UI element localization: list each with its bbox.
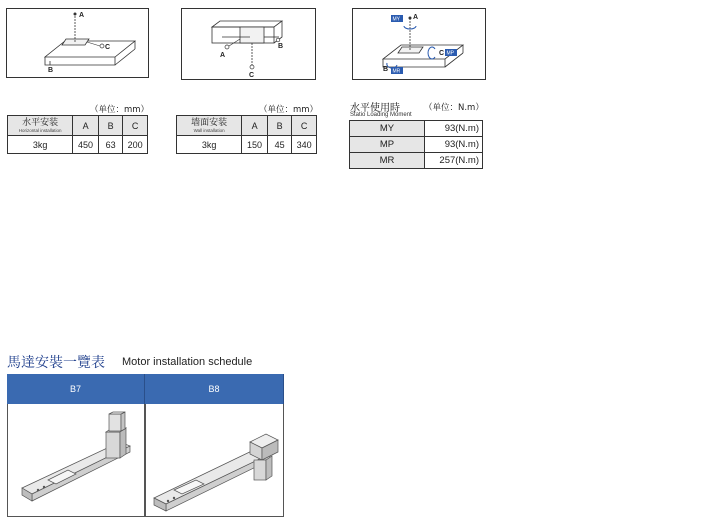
col-a-header: A: [242, 116, 268, 136]
load-cell: 3kg: [177, 136, 242, 154]
schedule-column-b8: [145, 374, 284, 517]
actuator-image-b8: [145, 404, 284, 517]
table-row: [350, 137, 483, 153]
table-row: [350, 153, 483, 169]
diagram-label-b: B: [383, 66, 389, 73]
column-header-b8: B8: [145, 374, 284, 404]
horizontal-table-title: 水平安装 Horizontal installation: [8, 116, 73, 136]
actuator-image-b7: [7, 404, 145, 517]
diagram-label-b: B: [278, 43, 284, 50]
diagram-label-c: C: [105, 44, 111, 51]
col-a-header: A: [73, 116, 99, 136]
diagram-label-c: C: [439, 50, 445, 57]
loading-moment-table: [349, 120, 483, 169]
motor-schedule-table: [7, 374, 284, 517]
diagram-label-a: A: [79, 12, 85, 19]
moment-value-cell: 93(N.m): [425, 137, 483, 153]
badge-my: MY: [392, 16, 400, 23]
col-c-header: C: [292, 116, 317, 136]
column-header-b7: B7: [7, 374, 145, 404]
schedule-title-cn: 馬達安裝一覽表: [7, 355, 105, 371]
wall-install-table: [176, 115, 317, 154]
col-b-header: B: [98, 116, 122, 136]
horizontal-install-diagram: [6, 8, 149, 78]
moment-table-title: 水平使用時: [350, 103, 400, 114]
moment-key-cell: MR: [350, 153, 425, 169]
wall-table-title: 墙面安装 Wall installation: [177, 116, 242, 136]
value-b-cell: 45: [267, 136, 291, 154]
badge-mr: MR: [392, 68, 401, 75]
horizontal-install-table: [7, 115, 148, 154]
moment-key-cell: MY: [350, 121, 425, 137]
value-c-cell: 340: [292, 136, 317, 154]
badge-mp: MP: [446, 50, 454, 57]
col-c-header: C: [123, 116, 148, 136]
diagram-label-c: C: [249, 72, 255, 79]
horizontal-unit-label: （单位：mm）: [90, 105, 150, 115]
col-b-header: B: [267, 116, 291, 136]
diagram-label-a: A: [220, 52, 226, 59]
value-c-cell: 200: [123, 136, 148, 154]
diagram-label-a: A: [413, 14, 419, 21]
moment-key-cell: MP: [350, 137, 425, 153]
value-a-cell: 150: [242, 136, 268, 154]
wall-unit-label: （单位：mm）: [259, 105, 319, 115]
value-b-cell: 63: [98, 136, 122, 154]
loading-moment-diagram: [352, 8, 486, 80]
moment-value-cell: 257(N.m): [425, 153, 483, 169]
wall-install-diagram: [181, 8, 316, 80]
value-a-cell: 450: [73, 136, 99, 154]
load-cell: 3kg: [8, 136, 73, 154]
schedule-title-en: Motor installation schedule: [122, 356, 253, 368]
moment-value-cell: 93(N.m): [425, 121, 483, 137]
table-row: [350, 121, 483, 137]
schedule-column-b7: [7, 374, 145, 517]
diagram-label-b: B: [48, 67, 54, 74]
moment-table-subtitle: Statio Loading Moment: [350, 112, 412, 118]
moment-unit-label: （单位：N.m）: [424, 103, 484, 113]
